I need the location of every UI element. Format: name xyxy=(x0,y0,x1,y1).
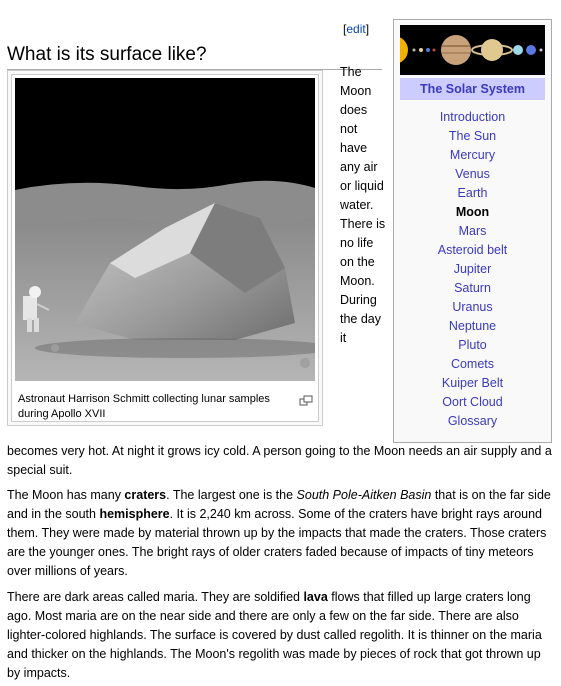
nav-item-moon: Moon xyxy=(455,205,490,219)
nav-item-comets[interactable]: Comets xyxy=(450,357,495,371)
paragraph-surface-temperature: becomes very hot. At night it grows icy cold. A person going to the Moon needs an air supply and a special suit. xyxy=(7,444,552,477)
nav-item-uranus[interactable]: Uranus xyxy=(452,300,493,314)
thumbnail-inner xyxy=(11,74,319,422)
solar-system-navbox xyxy=(393,19,552,443)
nav-item-mercury[interactable]: Mercury xyxy=(449,148,496,162)
text-run: that is on the far side and in the south xyxy=(7,488,551,521)
text-run: . The largest one is the xyxy=(166,488,297,502)
nav-item-glossary[interactable]: Glossary xyxy=(447,414,498,428)
bold-term-lava: lava xyxy=(303,590,328,604)
thumbnail-frame xyxy=(7,70,323,426)
navbox-title: The Solar System xyxy=(400,78,545,100)
bold-term-hemisphere: hemisphere xyxy=(99,507,170,521)
edit-bracket-close: ] xyxy=(365,22,370,36)
magnify-clip-icon[interactable] xyxy=(299,395,313,407)
edit-section-link[interactable] xyxy=(343,22,369,36)
nav-item-venus[interactable]: Venus xyxy=(455,167,490,181)
section-heading: What is its surface like? xyxy=(7,44,382,70)
nav-item-the-sun[interactable]: The Sun xyxy=(448,129,497,143)
nav-item-neptune[interactable]: Neptune xyxy=(448,319,497,333)
image-caption: Astronaut Harrison Schmitt collecting lunar samples during Apollo XVII xyxy=(18,393,270,420)
edit-link[interactable]: edit xyxy=(346,22,366,36)
navbox-list xyxy=(394,108,551,431)
nav-item-earth[interactable]: Earth xyxy=(457,186,488,200)
paragraph-craters xyxy=(7,486,552,581)
nav-item-pluto[interactable]: Pluto xyxy=(458,338,487,352)
nav-item-oort-cloud[interactable]: Oort Cloud xyxy=(442,395,503,409)
nav-item-kuiper-belt[interactable]: Kuiper Belt xyxy=(441,376,504,390)
text-run: There are dark areas called maria. They are soldified xyxy=(7,590,304,604)
nav-item-jupiter[interactable]: Jupiter xyxy=(453,262,492,276)
apollo-moon-photo[interactable] xyxy=(15,78,315,381)
intro-text-narrow: The Moon does not have any air or liquid water. There is no life on the Moon. During the day it xyxy=(340,65,386,345)
nav-item-asteroid-belt[interactable]: Asteroid belt xyxy=(437,243,508,257)
nav-item-mars[interactable]: Mars xyxy=(458,224,487,238)
text-run: flows that filled up large craters long ago. Most maria are on the near side and there are only a few on the far side. There are also lighter-colored highlands. The surface is covered by dust called regolith. It is thinner on the maria and thicker on the highlands. The Moon's regolith was made by pieces of rock that got thrown up by impacts. xyxy=(7,590,542,680)
text-run: The Moon has many xyxy=(7,488,125,502)
bold-term-craters: craters xyxy=(124,488,167,502)
edit-bracket-open: [ xyxy=(343,22,347,36)
solar-system-banner-image[interactable] xyxy=(400,25,545,75)
nav-item-saturn[interactable]: Saturn xyxy=(454,281,491,295)
italic-term-basin: South Pole-Aitken Basin xyxy=(296,488,432,502)
text-run: . It is 2,240 km across. Some of the craters have bright rays around them. They were made by material thrown up by the impacts that made the craters. Those craters are the younger ones. The bright rays of older craters faded because of impacts of tiny meteors over millions of years. xyxy=(7,507,547,578)
nav-item-introduction[interactable]: Introduction xyxy=(439,110,506,124)
paragraph-maria xyxy=(7,588,552,683)
